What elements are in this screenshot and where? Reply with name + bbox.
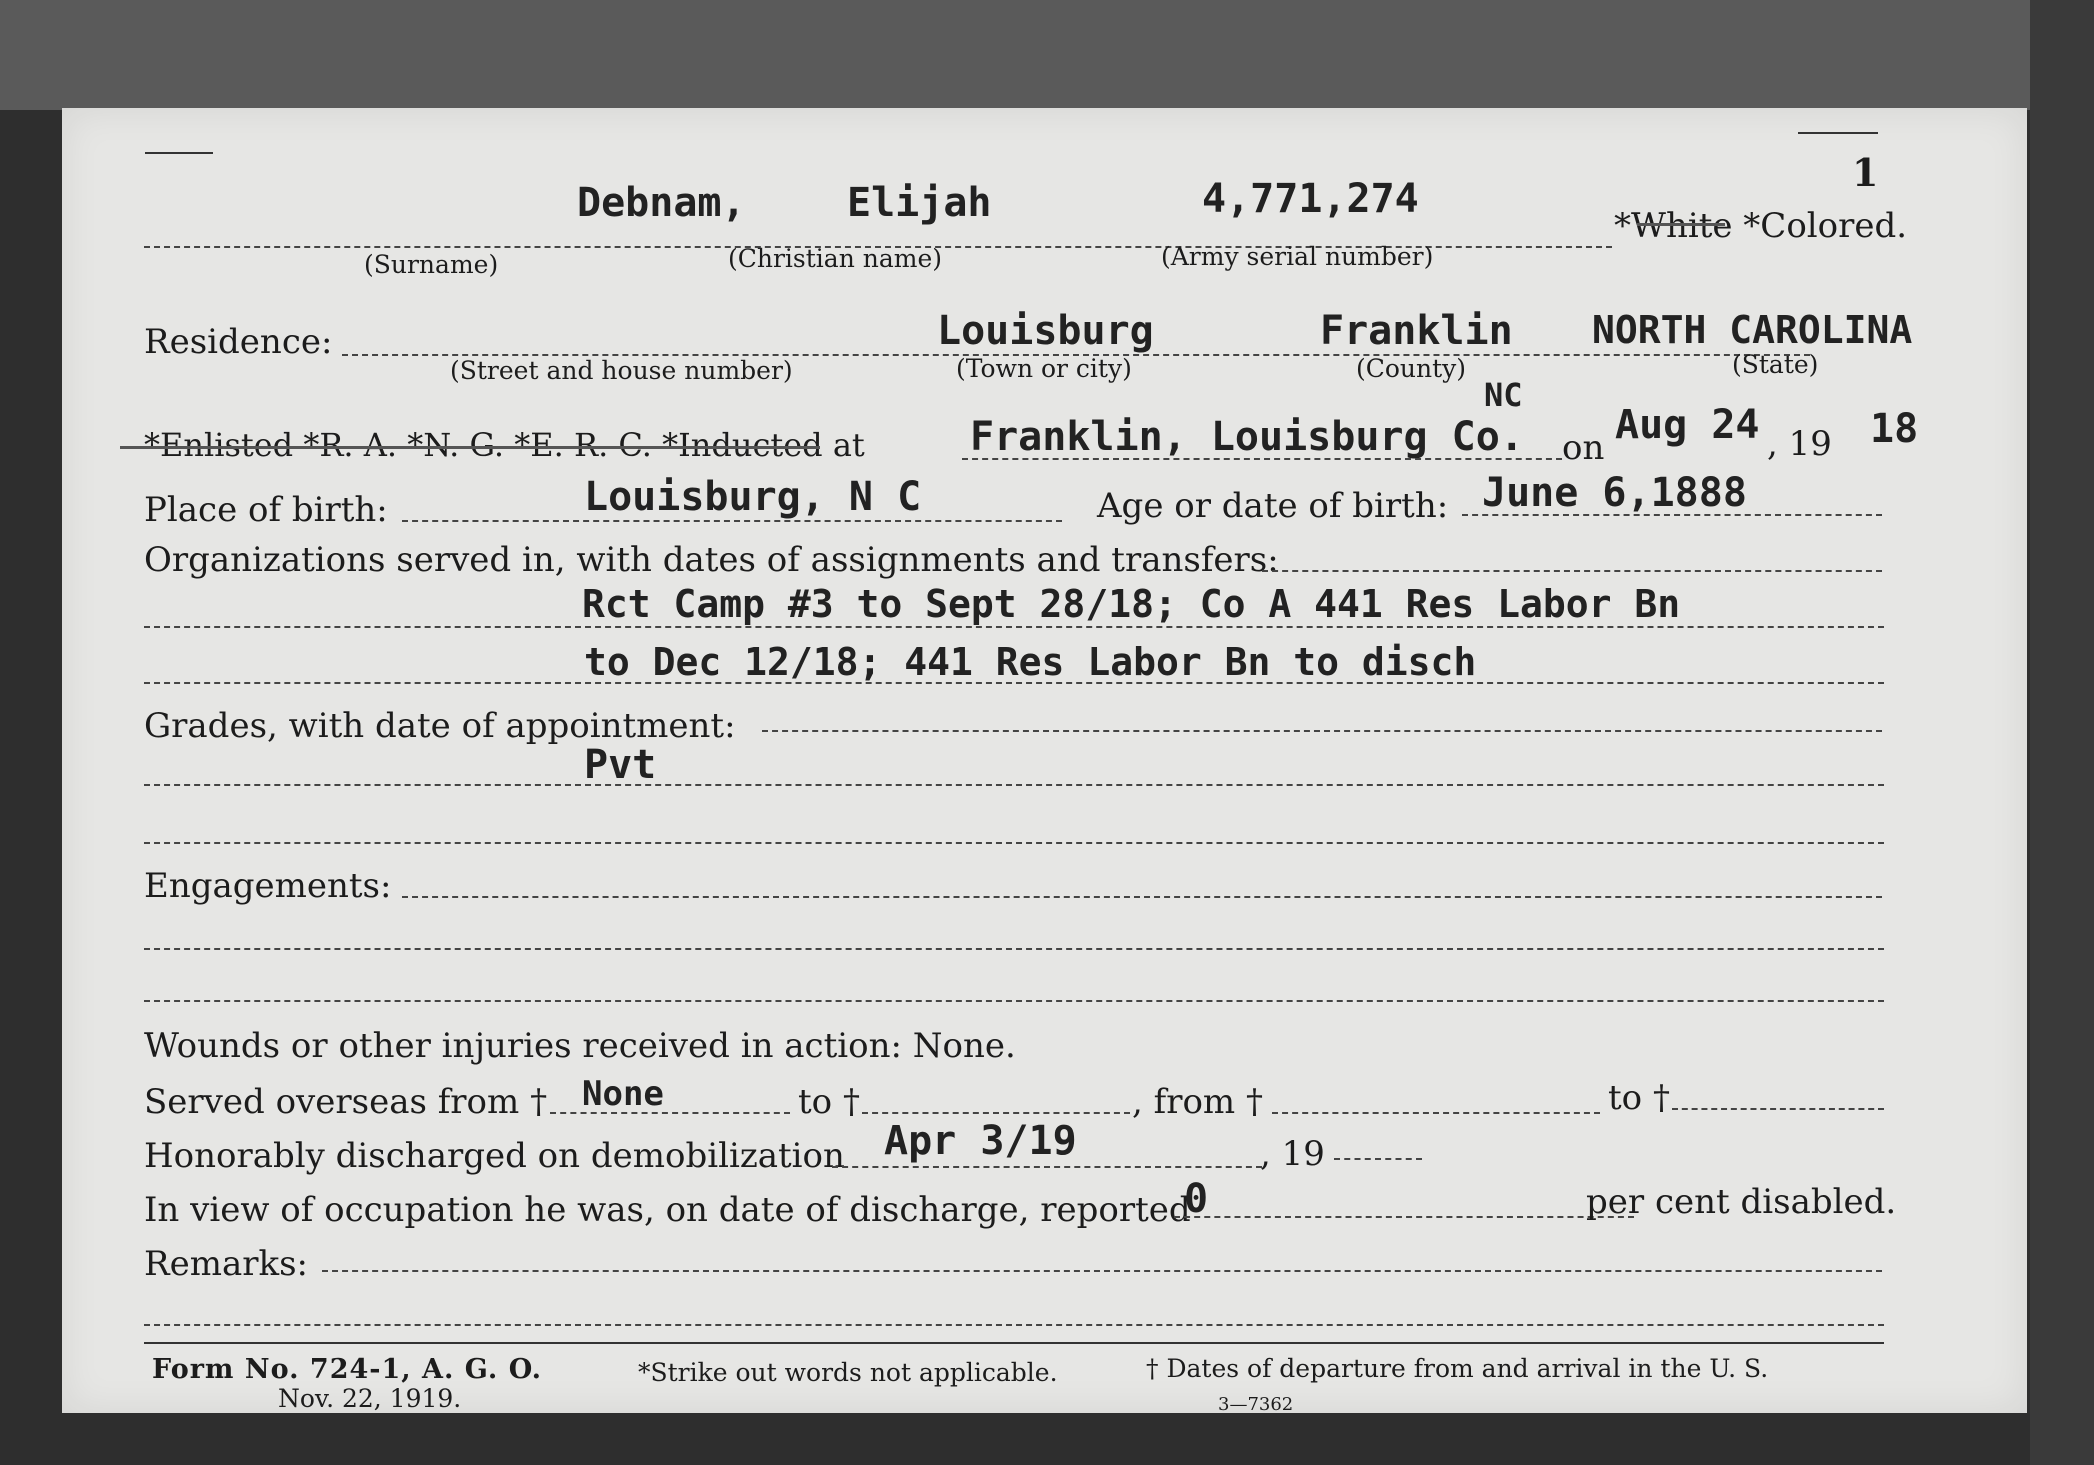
overseas-value: None <box>582 1074 664 1114</box>
on-label: on <box>1562 428 1605 468</box>
discharge-year-prefix: , 19 <box>1260 1134 1325 1174</box>
disability-value: 0 <box>1184 1176 1209 1222</box>
discharge-year-line <box>1334 1158 1422 1160</box>
overseas-label: Served overseas from † <box>144 1082 548 1122</box>
overseas-from-line <box>550 1112 790 1114</box>
grades-line-1 <box>144 784 1884 786</box>
birthplace-line <box>402 520 1062 522</box>
disability-suffix: per cent disabled. <box>1586 1182 1897 1222</box>
organizations-line-1 <box>144 626 1884 628</box>
inducted-place-insert: NC <box>1484 376 1523 414</box>
engagements-line-1 <box>144 948 1884 950</box>
organizations-value-line1: Rct Camp #3 to Sept 28/18; Co A 441 Res Labor Bn <box>582 582 1681 626</box>
discharge-label: Honorably discharged on demobilization <box>144 1136 845 1176</box>
remarks-line-1 <box>144 1324 1884 1326</box>
overseas-from-label-2: , from † <box>1132 1082 1263 1122</box>
overseas-to-label-2: to † <box>1608 1078 1670 1118</box>
discharge-line <box>832 1166 1262 1168</box>
engagements-line-2 <box>144 1000 1884 1002</box>
surname-label: (Surname) <box>364 250 499 279</box>
grades-line-0 <box>762 730 1882 732</box>
footnote-dates: † Dates of departure from and arrival in the U. S. <box>1146 1354 1769 1383</box>
residence-county-value: Franklin <box>1320 308 1513 354</box>
scan-background-right <box>2030 0 2094 1465</box>
service-record-card <box>62 108 2027 1413</box>
overseas-to-label: to † <box>798 1082 860 1122</box>
form-number: Form No. 724-1, A. G. O. <box>152 1354 543 1385</box>
engagements-label: Engagements: <box>144 866 392 906</box>
race-options: *White *Colored. <box>1614 206 1908 246</box>
card-number: 1 <box>1852 150 1880 195</box>
residence-label: Residence: <box>144 322 333 362</box>
induction-year-prefix: , 19 <box>1767 424 1832 464</box>
organizations-line-2 <box>144 682 1884 684</box>
serial-number-value: 4,771,274 <box>1202 176 1419 222</box>
discharge-date-value: Apr 3/19 <box>884 1118 1077 1164</box>
grades-line-2 <box>144 842 1884 844</box>
county-label: (County) <box>1356 354 1467 383</box>
street-label: (Street and house number) <box>450 356 793 385</box>
corner-mark-left <box>145 152 213 154</box>
inducted-line <box>962 458 1562 460</box>
residence-state-value: NORTH CAROLINA <box>1592 308 1913 352</box>
remarks-line-0 <box>322 1270 1882 1272</box>
organizations-value-line2: to Dec 12/18; 441 Res Labor Bn to disch <box>584 640 1477 684</box>
serial-number-label: (Army serial number) <box>1161 242 1434 271</box>
induction-date-value: Aug 24 <box>1615 402 1760 448</box>
town-label: (Town or city) <box>956 354 1132 383</box>
christian-name-label: (Christian name) <box>728 244 943 273</box>
wounds-label: Wounds or other injuries received in action: None. <box>144 1026 1016 1066</box>
form-date: Nov. 22, 1919. <box>278 1384 462 1413</box>
surname-value: Debnam, <box>577 180 746 226</box>
christian-name-value: Elijah <box>847 180 992 226</box>
birthplace-value: Louisburg, N C <box>584 474 922 520</box>
grades-label: Grades, with date of appointment: <box>144 706 736 746</box>
inducted-place-value: Franklin, Louisburg Co. <box>970 414 1524 460</box>
remarks-label: Remarks: <box>144 1244 308 1284</box>
residence-town-value: Louisburg <box>937 308 1154 354</box>
remarks-bottom-rule <box>144 1342 1884 1344</box>
footnote-strike: *Strike out words not applicable. <box>638 1358 1058 1387</box>
grade-value: Pvt <box>584 742 657 788</box>
overseas-to-line-2 <box>1672 1108 1884 1110</box>
white-strike <box>1637 223 1725 226</box>
overseas-to-line <box>862 1112 1130 1114</box>
scan-background-top <box>0 0 2094 110</box>
organizations-label: Organizations served in, with dates of assignments and transfers: <box>144 540 1279 580</box>
age-label: Age or date of birth: <box>1097 486 1449 526</box>
corner-mark-right <box>1798 132 1878 134</box>
induction-year-value: 18 <box>1870 406 1919 452</box>
disability-line <box>1174 1216 1634 1218</box>
birth-date-value: June 6,1888 <box>1482 470 1747 516</box>
enlisted-strike <box>120 446 820 449</box>
overseas-from-line-2 <box>1272 1112 1600 1114</box>
disability-label: In view of occupation he was, on date of discharge, reported <box>144 1190 1191 1230</box>
birthplace-label: Place of birth: <box>144 490 388 530</box>
enlisted-line-label: *Enlisted *R. A. *N. G. *E. R. C. *Inducted at <box>144 426 865 464</box>
state-label: (State) <box>1732 350 1819 379</box>
organizations-line-0 <box>1262 570 1882 572</box>
print-code: 3—7362 <box>1218 1394 1294 1415</box>
engagements-line-0 <box>402 896 1882 898</box>
